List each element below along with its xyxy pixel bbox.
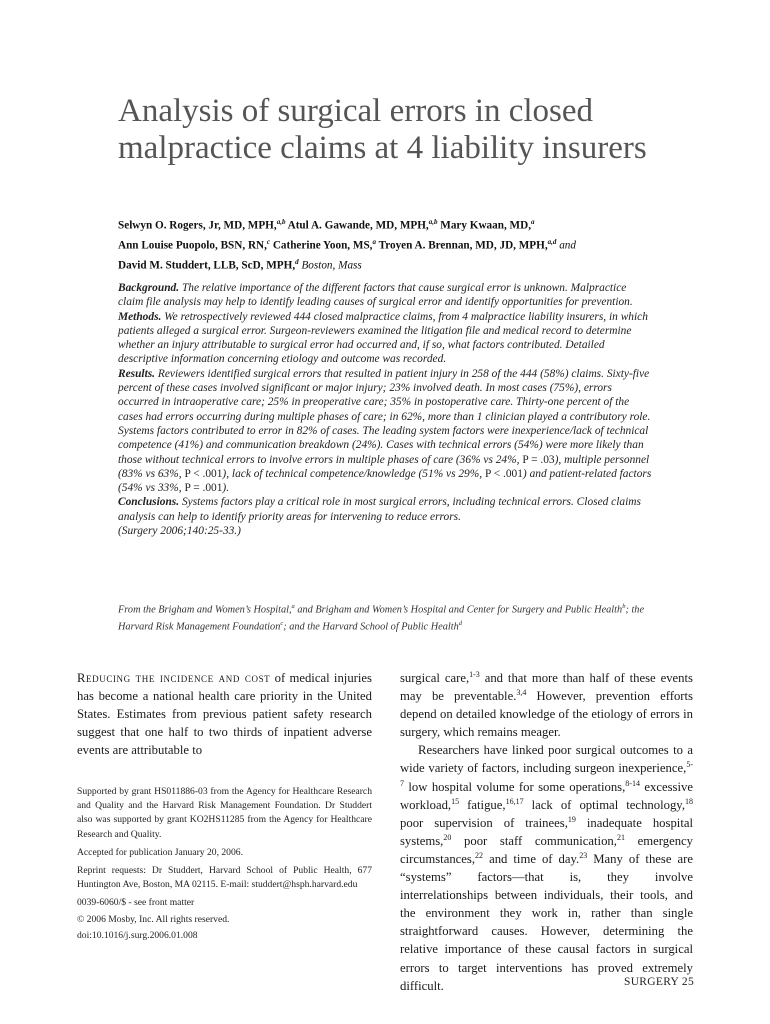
reprint-note: Reprint requests: Dr Studdert, Harvard School of Public Health, 677 Huntington Ave, Boston, MA 02115. E-mail: studdert@hsph.harvard.edu — [77, 865, 372, 891]
copyright-note: © 2006 Mosby, Inc. All rights reserved. — [77, 913, 230, 925]
author: David M. Studdert, LLB, ScD, MPH, — [118, 260, 296, 273]
body-right-column — [400, 669, 693, 995]
author: Ann Louise Puopolo, BSN, RN, — [118, 239, 267, 252]
abstract-methods: Methods. We retrospectively reviewed 444 closed malpractice claims, from 4 malpractice liability insurers, in which patients alleged a surgical error. Surgeon-reviewers examined the litigation file and medical record to determine whether an injury attributable to surgical error had occurred and, if so, what factors contributed. Detailed descriptive information concerning etiology and outcome was recorded. — [118, 310, 648, 366]
author-location: Boston, Mass — [301, 260, 362, 273]
body-paragraph: surgical care,$^{1-3}$ and that more than half of these events may be preventable.$^{3,4}$ However, prevention efforts depend on detailed knowledge of the etiology of errors in surgery, which remains meager. — [400, 669, 693, 740]
author: Atul A. Gawande, MD, MPH, — [287, 219, 429, 232]
page-footer: SURGERY 25 — [624, 976, 694, 988]
author: Troyen A. Brennan, MD, JD, MPH, — [378, 239, 548, 252]
abstract-results: Results. Reviewers identified surgical errors that resulted in patient injury in 258 of the 444 (58%) claims. Sixty-five percent of these cases involved significant or major injury; 23% involved death. In most cases (75%), errors occurred in intraoperative care; 25% in preoperative care; 35% in postoperative care. Thirty-one percent of the cases had errors occurring during multiple phases of care; in 62%, more than 1 clinician played a contributory role. Systems factors contributed to error in 82% of cases. The leading system factors were inexperience/lack of technical competence (41%) and communication breakdown (24%). Cases with technical errors (54%) were more likely than those without technical errors to involve errors in multiple phases of care (36% vs 24%, P = .03), multiple personnel (83% vs 63%, P < .001), lack of technical competence/knowledge (51% vs 29%, P < .001) and patient-related factors (54% vs 33%, P = .001). — [118, 367, 652, 495]
abstract-conclusions: Conclusions. Systems factors play a critical role in most surgical errors, including technical errors. Closed claims analysis can help to identify priority areas for intervening to reduce errors. (Surgery 2006;140:25-33.) — [118, 496, 641, 538]
citation: (Surgery 2006;140:25-33.) — [118, 525, 241, 538]
doi-link[interactable]: doi:10.1016/j.surg.2006.01.008 — [77, 929, 198, 941]
author: Mary Kwaan, MD, — [440, 219, 531, 232]
body-paragraph: Reducing the incidence and cost of medical injuries has become a national health care priority in the United States. Estimates from previous patient safety research suggest that one half to two thirds of inpatient adverse events are attributable to — [77, 671, 372, 758]
affiliation: From the Brigham and Women’s Hospital,$^a$ and Brigham and Women’s Hospital and Center for Surgery and Public Health$^b$; the Harvard Risk Management Foundation$^c$; and the Harvard School of Public Health$^d$ — [118, 603, 645, 633]
author: Catherine Yoon, MS, — [272, 239, 373, 252]
author-list: Selwyn O. Rogers, Jr, MD, MPH,$^{a,b}$ Atul A. Gawande, MD, MPH,$^{a,b}$ Mary Kwaan, MD,$^a$ Ann Louise Puopolo, BSN, RN,$^c$ Catherine Yoon, MS,$^a$ Troyen A. Brennan, MD, JD, MPH,$^{a,d}$ and David M. Studdert, LLB, ScD, MPH,$^d$ Boston, Mass — [118, 218, 576, 273]
funding-note: Supported by grant HS011886-03 from the Agency for Healthcare Research and Quality and the Harvard Risk Management Foundation. Dr Studdert also was supported by grant KO2HS11285 from the Agency for Healthcare Research and Quality. — [77, 786, 372, 840]
article-title: Analysis of surgical errors in closed malpractice claims at 4 liability insurers — [118, 93, 647, 166]
body-paragraph: Researchers have linked poor surgical outcomes to a wide variety of factors, including surgeon inexperience,$^{5-7}$ low hospital volume for some operations,$^{8-14}$ excessive workload,$^{15}$ fatigue,$^{16,17}$ lack of optimal technology,$^{18}$ poor supervision of trainees,$^{19}$ inadequate hospital systems,$^{20}$ poor staff communication,$^{21}$ emergency circumstances,$^{22}$ and time of day.$^{23}$ Many of these are “systems” factors—that is, they involve interrelationships between individuals, their tools, and the environment they work in, rather than single straightforward causes. However, determining the relative importance of these causal factors in surgical errors to target interventions has proved extremely difficult. — [400, 743, 694, 993]
author: Selwyn O. Rogers, Jr, MD, MPH, — [118, 219, 277, 232]
abstract — [118, 281, 652, 538]
accepted-note: Accepted for publication January 20, 2006. — [77, 846, 243, 858]
footnotes — [77, 785, 372, 947]
abstract-background: Background. The relative importance of the different factors that cause surgical error is unknown. Malpractice claim file analysis may help to identify leading causes of surgical error and identify opportunities for prevention. — [118, 282, 633, 309]
issn-note: 0039-6060/$ - see front matter — [77, 897, 195, 909]
body-left-column — [77, 669, 372, 759]
